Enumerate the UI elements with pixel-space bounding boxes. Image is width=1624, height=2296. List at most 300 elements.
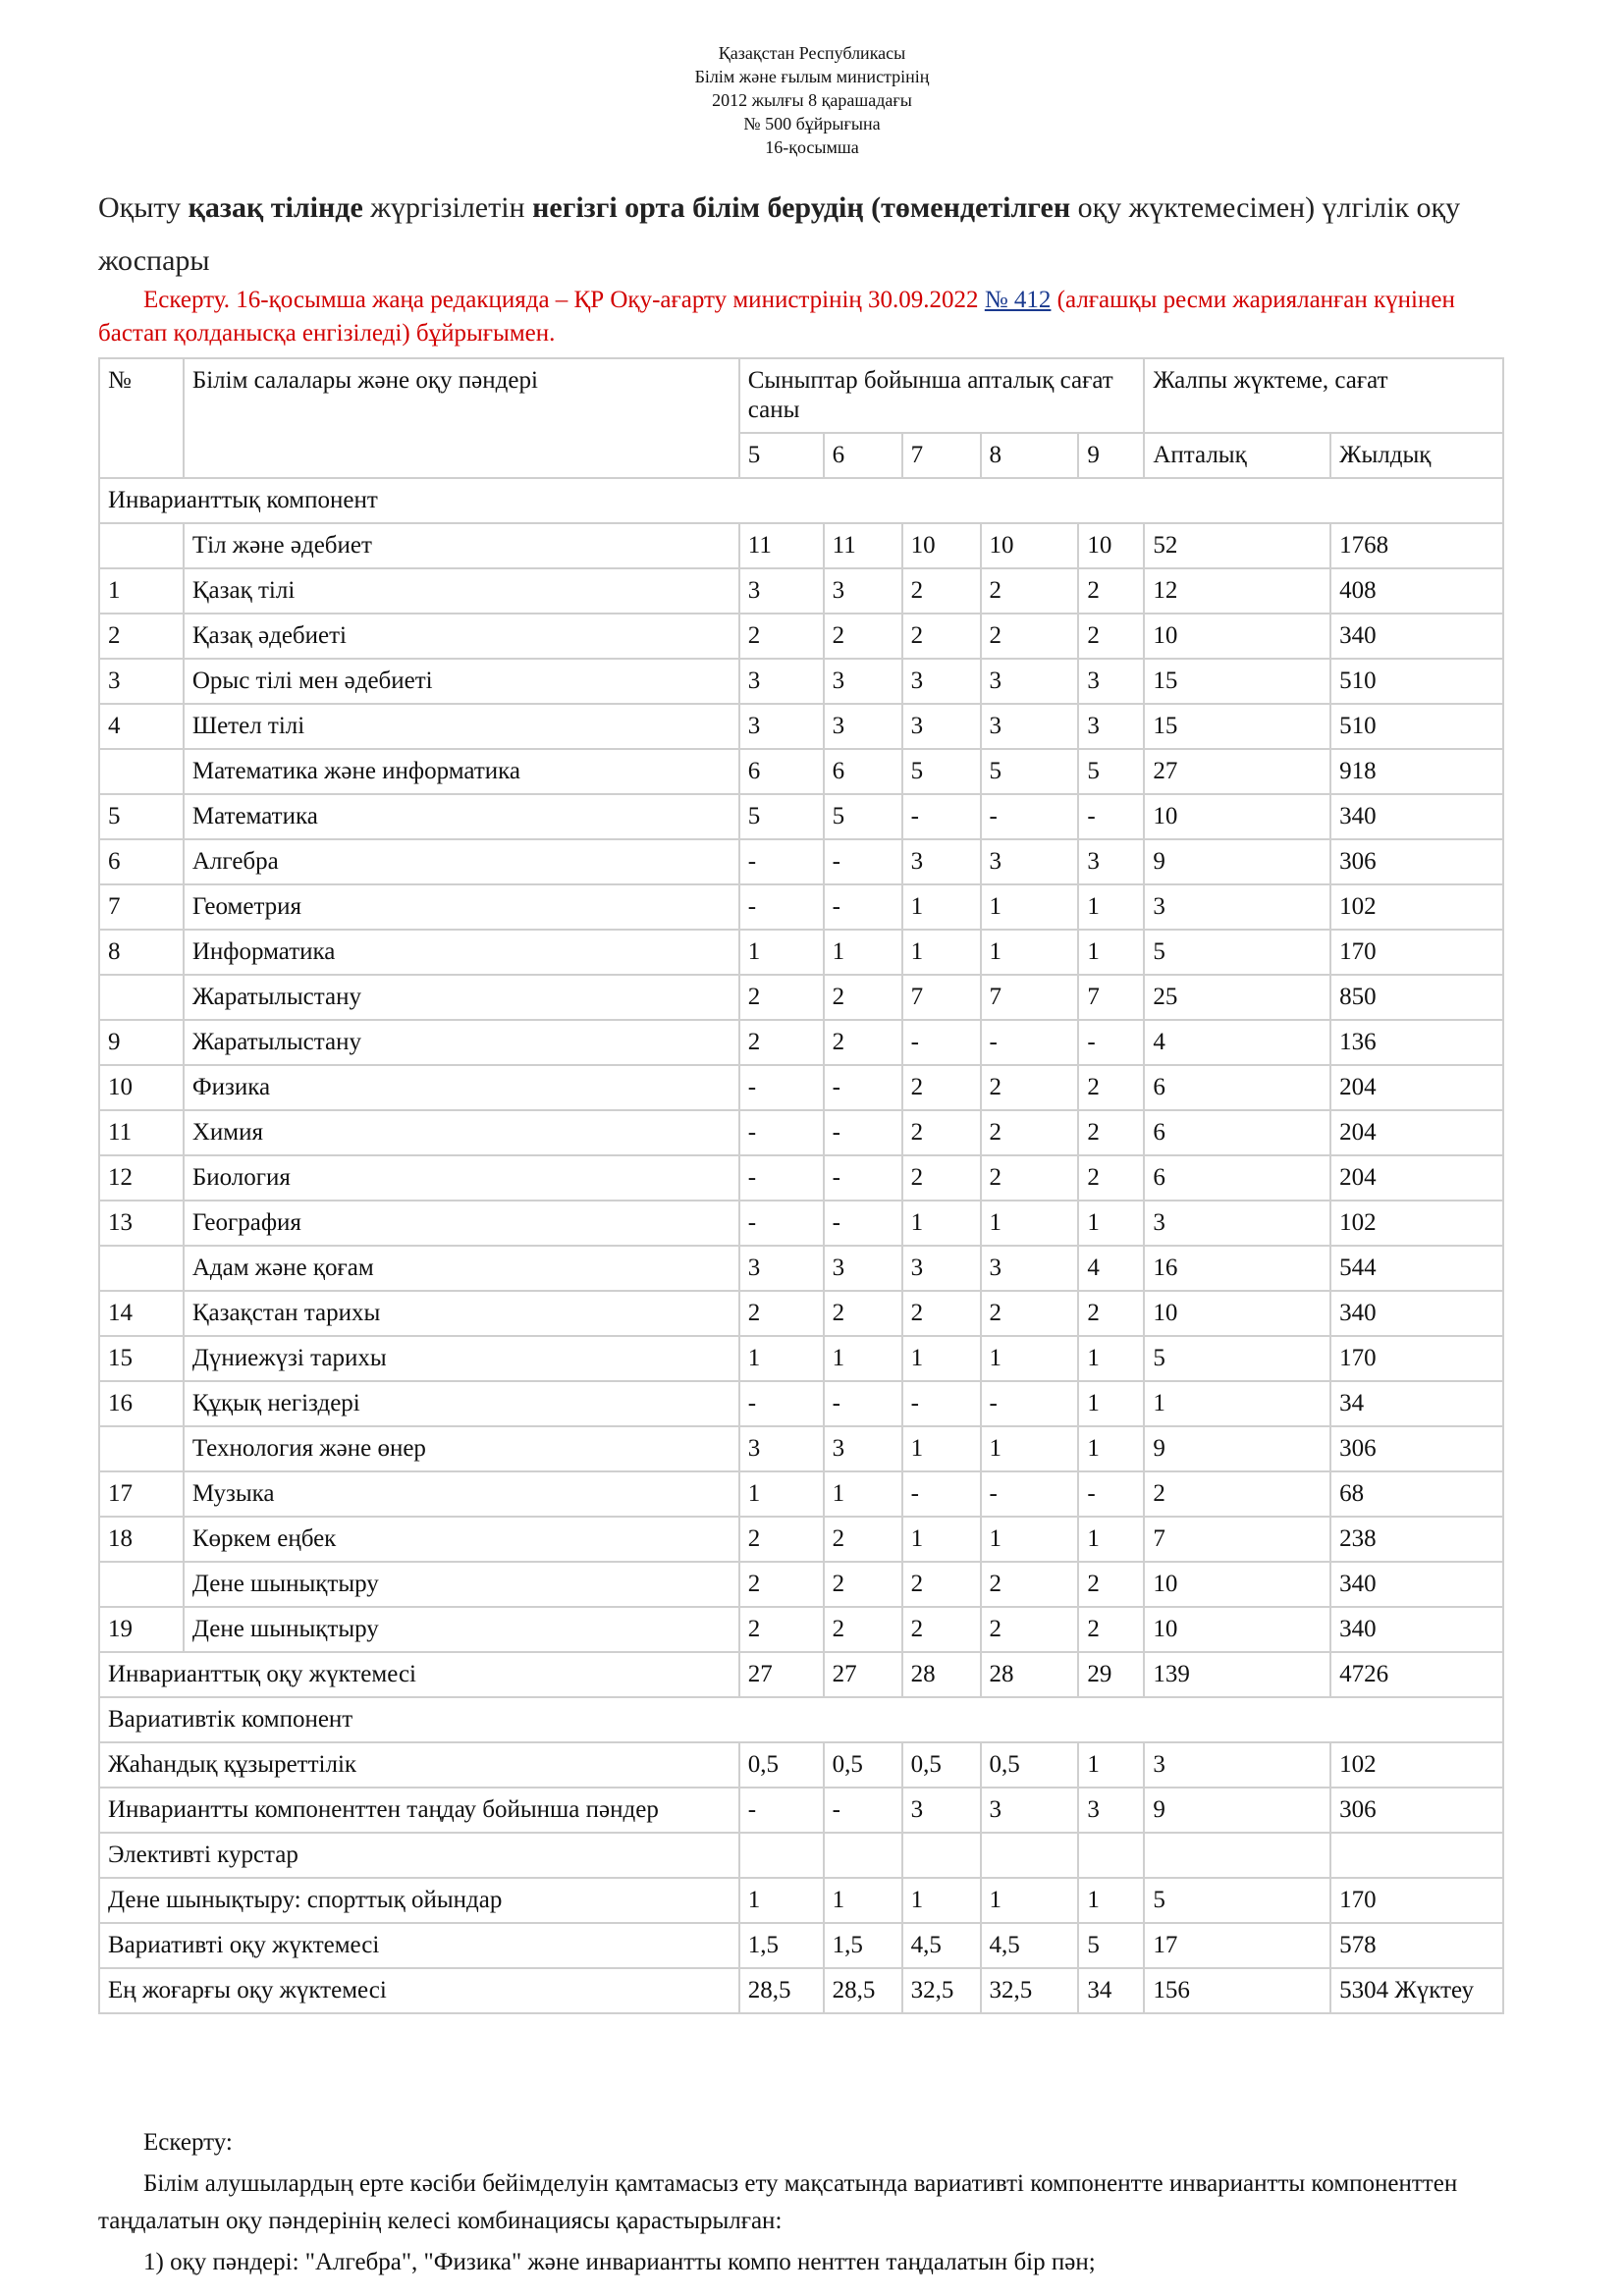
grade-hours-cell: 2: [902, 614, 981, 659]
grade-hours-cell: [824, 1833, 902, 1878]
header-total-load: Жалпы жүктеме, сағат: [1144, 358, 1503, 433]
grade-hours-cell: 28: [902, 1652, 981, 1697]
table-row: [99, 1517, 1503, 1562]
subject-name: Жаһандық құзыреттілік: [99, 1742, 739, 1788]
grade-hours-cell: 3: [981, 704, 1079, 749]
row-number: 2: [99, 614, 184, 659]
grade-hours-cell: 1: [739, 1336, 824, 1381]
grade-hours-cell: -: [981, 1020, 1079, 1065]
grade-hours-cell: 2: [1078, 614, 1144, 659]
grade-hours-cell: 3: [739, 1246, 824, 1291]
grade-hours-cell: 3: [739, 1426, 824, 1471]
grade-hours-cell: 1: [1078, 1517, 1144, 1562]
grade-hours-cell: 11: [824, 523, 902, 568]
grade-hours-cell: 0,5: [902, 1742, 981, 1788]
grade-hours-cell: 27: [739, 1652, 824, 1697]
row-number: 17: [99, 1471, 184, 1517]
grade-hours-cell: 3: [824, 704, 902, 749]
weekly-total-cell: 10: [1144, 1562, 1330, 1607]
grade-hours-cell: -: [739, 1201, 824, 1246]
title-part: Оқыту: [98, 191, 189, 224]
grade-hours-cell: -: [902, 1020, 981, 1065]
row-number: 8: [99, 930, 184, 975]
grade-hours-cell: 34: [1078, 1968, 1144, 2013]
yearly-total-cell: 306: [1330, 1426, 1503, 1471]
grade-hours-cell: 2: [1078, 1562, 1144, 1607]
title-part-bold: қазақ тілінде: [188, 191, 363, 224]
grade-hours-cell: 2: [824, 975, 902, 1020]
grade-hours-cell: [739, 1833, 824, 1878]
table-row: [99, 1020, 1503, 1065]
weekly-total-cell: 6: [1144, 1155, 1330, 1201]
yearly-total-cell: 204: [1330, 1110, 1503, 1155]
table-header-row: [99, 358, 1503, 433]
grade-hours-cell: 3: [902, 704, 981, 749]
footer-paragraph: Ескерту:: [143, 2129, 233, 2156]
grade-hours-cell: 1: [902, 884, 981, 930]
grade-hours-cell: 2: [824, 1517, 902, 1562]
subject-name: Алгебра: [184, 839, 739, 884]
title-part-bold: негізгі орта білім берудің (төмендетілген: [532, 191, 1071, 224]
grade-hours-cell: 7: [1078, 975, 1144, 1020]
grade-hours-cell: 2: [981, 614, 1079, 659]
subject-name: Инвариантты компоненттен таңдау бойынша пәндер: [99, 1788, 739, 1833]
weekly-total-cell: 9: [1144, 839, 1330, 884]
yearly-total-cell: 170: [1330, 1336, 1503, 1381]
yearly-total-cell: 238: [1330, 1517, 1503, 1562]
grade-hours-cell: 1: [1078, 1381, 1144, 1426]
grade-hours-cell: -: [981, 1471, 1079, 1517]
grade-hours-cell: -: [902, 794, 981, 839]
table-row: [99, 930, 1503, 975]
document-header: [0, 41, 1624, 159]
grade-hours-cell: 3: [902, 659, 981, 704]
grade-hours-cell: 5: [1078, 749, 1144, 794]
subject-name: Геометрия: [184, 884, 739, 930]
row-number: 16: [99, 1381, 184, 1426]
grade-hours-cell: 3: [981, 659, 1079, 704]
table-row: [99, 1788, 1503, 1833]
table-row: [99, 659, 1503, 704]
header-grade: 7: [902, 433, 981, 478]
grade-hours-cell: 1: [902, 1517, 981, 1562]
grade-hours-cell: 28,5: [824, 1968, 902, 2013]
yearly-total-cell: 306: [1330, 1788, 1503, 1833]
yearly-total-cell: 102: [1330, 884, 1503, 930]
grade-hours-cell: 1: [981, 1426, 1079, 1471]
weekly-total-cell: 5: [1144, 1878, 1330, 1923]
weekly-total-cell: 10: [1144, 1607, 1330, 1652]
yearly-total-cell: 136: [1330, 1020, 1503, 1065]
grade-hours-cell: 27: [824, 1652, 902, 1697]
table-row: [99, 1471, 1503, 1517]
grade-hours-cell: 3: [739, 659, 824, 704]
table-row: [99, 614, 1503, 659]
grade-hours-cell: [1078, 1833, 1144, 1878]
grade-hours-cell: 1: [981, 930, 1079, 975]
table-row: [99, 1201, 1503, 1246]
subject-name: Элективті курстар: [99, 1833, 739, 1878]
weekly-total-cell: 17: [1144, 1923, 1330, 1968]
yearly-total-cell: 408: [1330, 568, 1503, 614]
table-row: [99, 1336, 1503, 1381]
section-row: [99, 478, 1503, 523]
document-title: [98, 182, 1522, 288]
yearly-total-cell: 170: [1330, 1878, 1503, 1923]
subject-name: Музыка: [184, 1471, 739, 1517]
header-num: №: [99, 358, 184, 478]
grade-hours-cell: 2: [1078, 1065, 1144, 1110]
grade-hours-cell: 10: [1078, 523, 1144, 568]
grade-hours-cell: 0,5: [739, 1742, 824, 1788]
row-number: 19: [99, 1607, 184, 1652]
yearly-total-cell: 578: [1330, 1923, 1503, 1968]
row-number: 15: [99, 1336, 184, 1381]
table-row: [99, 884, 1503, 930]
grade-hours-cell: 6: [824, 749, 902, 794]
grade-hours-cell: -: [1078, 794, 1144, 839]
table-row: [99, 1833, 1503, 1878]
grade-hours-cell: -: [739, 1155, 824, 1201]
header-weekly-hours: Сыныптар бойынша апталық сағат саны: [739, 358, 1145, 433]
grade-hours-cell: 1,5: [739, 1923, 824, 1968]
yearly-total-cell: 68: [1330, 1471, 1503, 1517]
subject-name: Көркем еңбек: [184, 1517, 739, 1562]
header-grade: 8: [981, 433, 1079, 478]
grade-hours-cell: 1: [824, 1336, 902, 1381]
weekly-total-cell: 27: [1144, 749, 1330, 794]
table-row: [99, 1968, 1503, 2013]
yearly-total-cell: 544: [1330, 1246, 1503, 1291]
yearly-total-cell: 510: [1330, 704, 1503, 749]
title-part: оқу жүктемесімен) үлгілік оқу жоспары: [98, 191, 1461, 277]
weekly-total-cell: 3: [1144, 1742, 1330, 1788]
grade-hours-cell: -: [739, 1381, 824, 1426]
table-row: [99, 523, 1503, 568]
header-per-year: Жылдық: [1330, 433, 1503, 478]
grade-hours-cell: 32,5: [902, 1968, 981, 2013]
grade-hours-cell: 2: [981, 1065, 1079, 1110]
header-per-week: Апталық: [1144, 433, 1330, 478]
grade-hours-cell: 2: [981, 568, 1079, 614]
yearly-total-cell: 340: [1330, 794, 1503, 839]
yearly-total-cell: 306: [1330, 839, 1503, 884]
weekly-total-cell: 12: [1144, 568, 1330, 614]
weekly-total-cell: 16: [1144, 1246, 1330, 1291]
header-line: 2012 жылғы 8 қарашадағы: [712, 90, 912, 110]
yearly-total-cell: 1768: [1330, 523, 1503, 568]
table-row: [99, 1291, 1503, 1336]
grade-hours-cell: 29: [1078, 1652, 1144, 1697]
table-row: [99, 1562, 1503, 1607]
grade-hours-cell: 2: [1078, 1110, 1144, 1155]
grade-hours-cell: 3: [902, 1246, 981, 1291]
row-number: 10: [99, 1065, 184, 1110]
weekly-total-cell: 9: [1144, 1426, 1330, 1471]
grade-hours-cell: 7: [981, 975, 1079, 1020]
grade-hours-cell: -: [824, 1788, 902, 1833]
grade-hours-cell: 2: [981, 1562, 1079, 1607]
grade-hours-cell: 1: [1078, 884, 1144, 930]
grade-hours-cell: 2: [739, 1607, 824, 1652]
order-link[interactable]: № 412: [984, 287, 1052, 313]
weekly-total-cell: 139: [1144, 1652, 1330, 1697]
grade-hours-cell: 6: [739, 749, 824, 794]
header-grade: 5: [739, 433, 824, 478]
table-row: [99, 975, 1503, 1020]
grade-hours-cell: 1: [902, 930, 981, 975]
grade-hours-cell: 1: [1078, 1336, 1144, 1381]
grade-hours-cell: -: [902, 1471, 981, 1517]
header-subjects: Білім салалары және оқу пәндері: [184, 358, 739, 478]
weekly-total-cell: 10: [1144, 794, 1330, 839]
grade-hours-cell: 4: [1078, 1246, 1144, 1291]
grade-hours-cell: -: [824, 884, 902, 930]
subject-name: Қазақ әдебиеті: [184, 614, 739, 659]
grade-hours-cell: 1: [739, 930, 824, 975]
grade-hours-cell: 2: [824, 1020, 902, 1065]
grade-hours-cell: 2: [981, 1291, 1079, 1336]
row-number: 4: [99, 704, 184, 749]
grade-hours-cell: 2: [981, 1110, 1079, 1155]
row-number: [99, 749, 184, 794]
grade-hours-cell: -: [824, 839, 902, 884]
row-number: 6: [99, 839, 184, 884]
grade-hours-cell: 2: [1078, 1155, 1144, 1201]
subject-name: Дене шынықтыру: спорттық ойындар: [99, 1878, 739, 1923]
grade-hours-cell: 32,5: [981, 1968, 1079, 2013]
grade-hours-cell: 2: [1078, 568, 1144, 614]
grade-hours-cell: 2: [824, 1291, 902, 1336]
note-text: (алғашқы ресми жарияланған күнінен бастап қолданысқа енгізіледі) бұйрығымен.: [98, 287, 1455, 347]
weekly-total-cell: 5: [1144, 1336, 1330, 1381]
grade-hours-cell: 5: [739, 794, 824, 839]
grade-hours-cell: 10: [981, 523, 1079, 568]
grade-hours-cell: -: [824, 1155, 902, 1201]
section-row: [99, 1697, 1503, 1742]
grade-hours-cell: 2: [739, 614, 824, 659]
weekly-total-cell: 156: [1144, 1968, 1330, 2013]
section-label: Инварианттық компонент: [99, 478, 1503, 523]
grade-hours-cell: -: [981, 1381, 1079, 1426]
table-row: [99, 1155, 1503, 1201]
grade-hours-cell: -: [902, 1381, 981, 1426]
subject-name: Адам және қоғам: [184, 1246, 739, 1291]
grade-hours-cell: 1: [1078, 1742, 1144, 1788]
grade-hours-cell: 3: [824, 659, 902, 704]
grade-hours-cell: [981, 1833, 1079, 1878]
subject-name: Орыс тілі мен әдебиеті: [184, 659, 739, 704]
row-number: [99, 1246, 184, 1291]
grade-hours-cell: 4,5: [981, 1923, 1079, 1968]
subject-name: Жаратылыстану: [184, 1020, 739, 1065]
subject-name: Ең жоғарғы оқу жүктемесі: [99, 1968, 739, 2013]
grade-hours-cell: 2: [981, 1607, 1079, 1652]
grade-hours-cell: 2: [902, 1110, 981, 1155]
table-row: [99, 568, 1503, 614]
grade-hours-cell: 3: [824, 1246, 902, 1291]
weekly-total-cell: 3: [1144, 1201, 1330, 1246]
grade-hours-cell: -: [739, 1065, 824, 1110]
subject-name: Құқық негіздері: [184, 1381, 739, 1426]
subject-name: Дене шынықтыру: [184, 1607, 739, 1652]
grade-hours-cell: 2: [902, 1155, 981, 1201]
table-row: [99, 1381, 1503, 1426]
grade-hours-cell: 1,5: [824, 1923, 902, 1968]
grade-hours-cell: 3: [739, 704, 824, 749]
grade-hours-cell: -: [739, 884, 824, 930]
grade-hours-cell: 1: [1078, 1426, 1144, 1471]
row-number: [99, 1426, 184, 1471]
yearly-total-cell: 340: [1330, 1607, 1503, 1652]
grade-hours-cell: 2: [981, 1155, 1079, 1201]
grade-hours-cell: 1: [824, 1471, 902, 1517]
header-grade: 9: [1078, 433, 1144, 478]
table-row: [99, 1110, 1503, 1155]
grade-hours-cell: 1: [981, 1878, 1079, 1923]
row-number: 7: [99, 884, 184, 930]
grade-hours-cell: 2: [902, 1065, 981, 1110]
weekly-total-cell: 2: [1144, 1471, 1330, 1517]
subject-name: Информатика: [184, 930, 739, 975]
row-number: 9: [99, 1020, 184, 1065]
grade-hours-cell: -: [824, 1065, 902, 1110]
yearly-total-cell: 102: [1330, 1742, 1503, 1788]
grade-hours-cell: 1: [981, 1517, 1079, 1562]
title-part: жүргізілетін: [362, 191, 533, 224]
grade-hours-cell: 2: [824, 1607, 902, 1652]
subject-name: Химия: [184, 1110, 739, 1155]
row-number: 14: [99, 1291, 184, 1336]
subject-name: Биология: [184, 1155, 739, 1201]
row-number: [99, 975, 184, 1020]
weekly-total-cell: 10: [1144, 1291, 1330, 1336]
grade-hours-cell: 3: [902, 1788, 981, 1833]
weekly-total-cell: 9: [1144, 1788, 1330, 1833]
row-number: [99, 1562, 184, 1607]
grade-hours-cell: 7: [902, 975, 981, 1020]
grade-hours-cell: 2: [739, 1517, 824, 1562]
subject-name: География: [184, 1201, 739, 1246]
subject-name: Жаратылыстану: [184, 975, 739, 1020]
grade-hours-cell: 1: [1078, 930, 1144, 975]
grade-hours-cell: 1: [902, 1878, 981, 1923]
grade-hours-cell: -: [824, 1201, 902, 1246]
grade-hours-cell: 2: [739, 1562, 824, 1607]
grade-hours-cell: 1: [902, 1336, 981, 1381]
grade-hours-cell: 1: [824, 1878, 902, 1923]
grade-hours-cell: 2: [739, 1291, 824, 1336]
yearly-total-cell: 510: [1330, 659, 1503, 704]
grade-hours-cell: 5: [902, 749, 981, 794]
grade-hours-cell: 1: [1078, 1878, 1144, 1923]
grade-hours-cell: 0,5: [981, 1742, 1079, 1788]
grade-hours-cell: 2: [1078, 1607, 1144, 1652]
table-row: [99, 839, 1503, 884]
yearly-total-cell: 102: [1330, 1201, 1503, 1246]
grade-hours-cell: 1: [981, 1201, 1079, 1246]
table-row: [99, 794, 1503, 839]
grade-hours-cell: 1: [824, 930, 902, 975]
grade-hours-cell: 2: [824, 1562, 902, 1607]
grade-hours-cell: 1: [902, 1201, 981, 1246]
table-row: [99, 1246, 1503, 1291]
row-number: 5: [99, 794, 184, 839]
table-row: [99, 1652, 1503, 1697]
header-line: Білім және ғылым министрінің: [694, 67, 930, 86]
yearly-total-cell: [1330, 1833, 1503, 1878]
weekly-total-cell: [1144, 1833, 1330, 1878]
grade-hours-cell: 2: [902, 1562, 981, 1607]
grade-hours-cell: 2: [902, 568, 981, 614]
grade-hours-cell: 10: [902, 523, 981, 568]
yearly-total-cell: 340: [1330, 614, 1503, 659]
grade-hours-cell: 1: [902, 1426, 981, 1471]
subject-name: Технология және өнер: [184, 1426, 739, 1471]
curriculum-table: [98, 357, 1504, 2014]
grade-hours-cell: 3: [1078, 659, 1144, 704]
grade-hours-cell: -: [739, 839, 824, 884]
grade-hours-cell: 1: [1078, 1201, 1144, 1246]
header-grade: 6: [824, 433, 902, 478]
row-number: 1: [99, 568, 184, 614]
weekly-total-cell: 3: [1144, 884, 1330, 930]
grade-hours-cell: 1: [981, 884, 1079, 930]
table-row: [99, 1065, 1503, 1110]
weekly-total-cell: 15: [1144, 704, 1330, 749]
yearly-total-cell: 204: [1330, 1065, 1503, 1110]
grade-hours-cell: 2: [739, 975, 824, 1020]
row-number: 11: [99, 1110, 184, 1155]
table-row: [99, 1426, 1503, 1471]
grade-hours-cell: 2: [1078, 1291, 1144, 1336]
row-number: [99, 523, 184, 568]
table-row: [99, 749, 1503, 794]
header-line: № 500 бұйрығына: [743, 114, 881, 133]
subject-name: Вариативті оқу жүктемесі: [99, 1923, 739, 1968]
row-number: 3: [99, 659, 184, 704]
grade-hours-cell: 3: [981, 1788, 1079, 1833]
grade-hours-cell: 3: [981, 1246, 1079, 1291]
grade-hours-cell: 5: [824, 794, 902, 839]
subject-name: Физика: [184, 1065, 739, 1110]
subject-name: Математика және информатика: [184, 749, 739, 794]
table-row: [99, 1878, 1503, 1923]
yearly-total-cell: 34: [1330, 1381, 1503, 1426]
subject-name: Дүниежүзі тарихы: [184, 1336, 739, 1381]
weekly-total-cell: 15: [1144, 659, 1330, 704]
weekly-total-cell: 4: [1144, 1020, 1330, 1065]
grade-hours-cell: [902, 1833, 981, 1878]
weekly-total-cell: 10: [1144, 614, 1330, 659]
weekly-total-cell: 5: [1144, 930, 1330, 975]
grade-hours-cell: 28: [981, 1652, 1079, 1697]
yearly-total-cell: 4726: [1330, 1652, 1503, 1697]
subject-name: Қазақстан тарихы: [184, 1291, 739, 1336]
grade-hours-cell: 3: [1078, 1788, 1144, 1833]
grade-hours-cell: 1: [981, 1336, 1079, 1381]
grade-hours-cell: 5: [981, 749, 1079, 794]
yearly-total-cell: 5304 Жүктеу: [1330, 1968, 1503, 2013]
yearly-total-cell: 204: [1330, 1155, 1503, 1201]
header-line: 16-қосымша: [765, 137, 859, 157]
weekly-total-cell: 7: [1144, 1517, 1330, 1562]
grade-hours-cell: 3: [739, 568, 824, 614]
subject-name: Дене шынықтыру: [184, 1562, 739, 1607]
table-row: [99, 1742, 1503, 1788]
amendment-note: [98, 284, 1502, 350]
grade-hours-cell: 2: [902, 1291, 981, 1336]
